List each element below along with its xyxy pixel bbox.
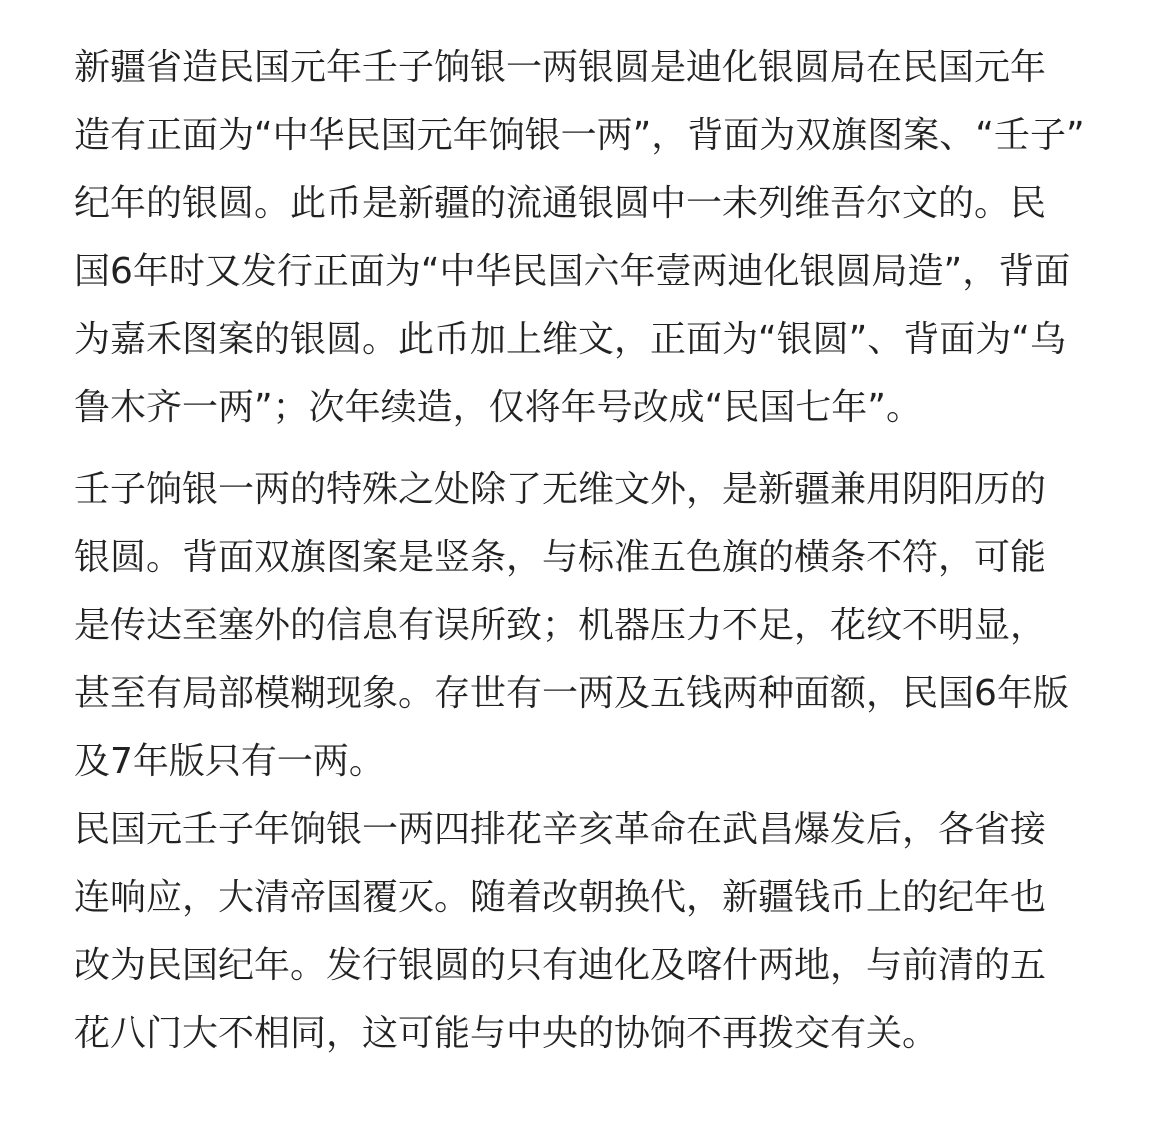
- paragraph-3: [74, 796, 1114, 1068]
- text-line: 民国元壬子年饷银一两四排花辛亥革命在武昌爆发后，各省接: [74, 809, 1047, 850]
- paragraph-2: [74, 456, 1114, 796]
- paragraph-1: [74, 34, 1114, 442]
- text-line: 花八门大不相同，这可能与中央的协饷不再拨交有关。: [74, 1013, 939, 1054]
- text-line: 壬子饷银一两的特殊之处除了无维文外，是新疆兼用阴阳历的: [74, 469, 1047, 510]
- text-line: 鲁木齐一两”；次年续造，仅将年号改成“民国七年”。: [74, 387, 922, 428]
- text-line: 及7年版只有一两。: [74, 741, 385, 782]
- text-line: 为嘉禾图案的银圆。此币加上维文，正面为“银圆”、背面为“乌: [74, 319, 1066, 360]
- text-line: 改为民国纪年。发行银圆的只有迪化及喀什两地，与前清的五: [74, 945, 1047, 986]
- text-line: 连响应，大清帝国覆灭。随着改朝换代，新疆钱币上的纪年也: [74, 877, 1047, 918]
- text-line: 新疆省造民国元年壬子饷银一两银圆是迪化银圆局在民国元年: [74, 47, 1047, 88]
- text-line: 国6年时又发行正面为“中华民国六年壹两迪化银圆局造”，背面: [74, 251, 1071, 292]
- text-line: 甚至有局部模糊现象。存世有一两及五钱两种面额，民国6年版: [74, 673, 1069, 714]
- article-body: [74, 34, 1114, 1068]
- text-line: 造有正面为“中华民国元年饷银一两”，背面为双旗图案、“壬子”: [74, 115, 1085, 156]
- text-line: 是传达至塞外的信息有误所致；机器压力不足，花纹不明显，: [74, 605, 1047, 646]
- text-line: 银圆。背面双旗图案是竖条，与标准五色旗的横条不符，可能: [74, 537, 1047, 578]
- text-line: 纪年的银圆。此币是新疆的流通银圆中一未列维吾尔文的。民: [74, 183, 1047, 224]
